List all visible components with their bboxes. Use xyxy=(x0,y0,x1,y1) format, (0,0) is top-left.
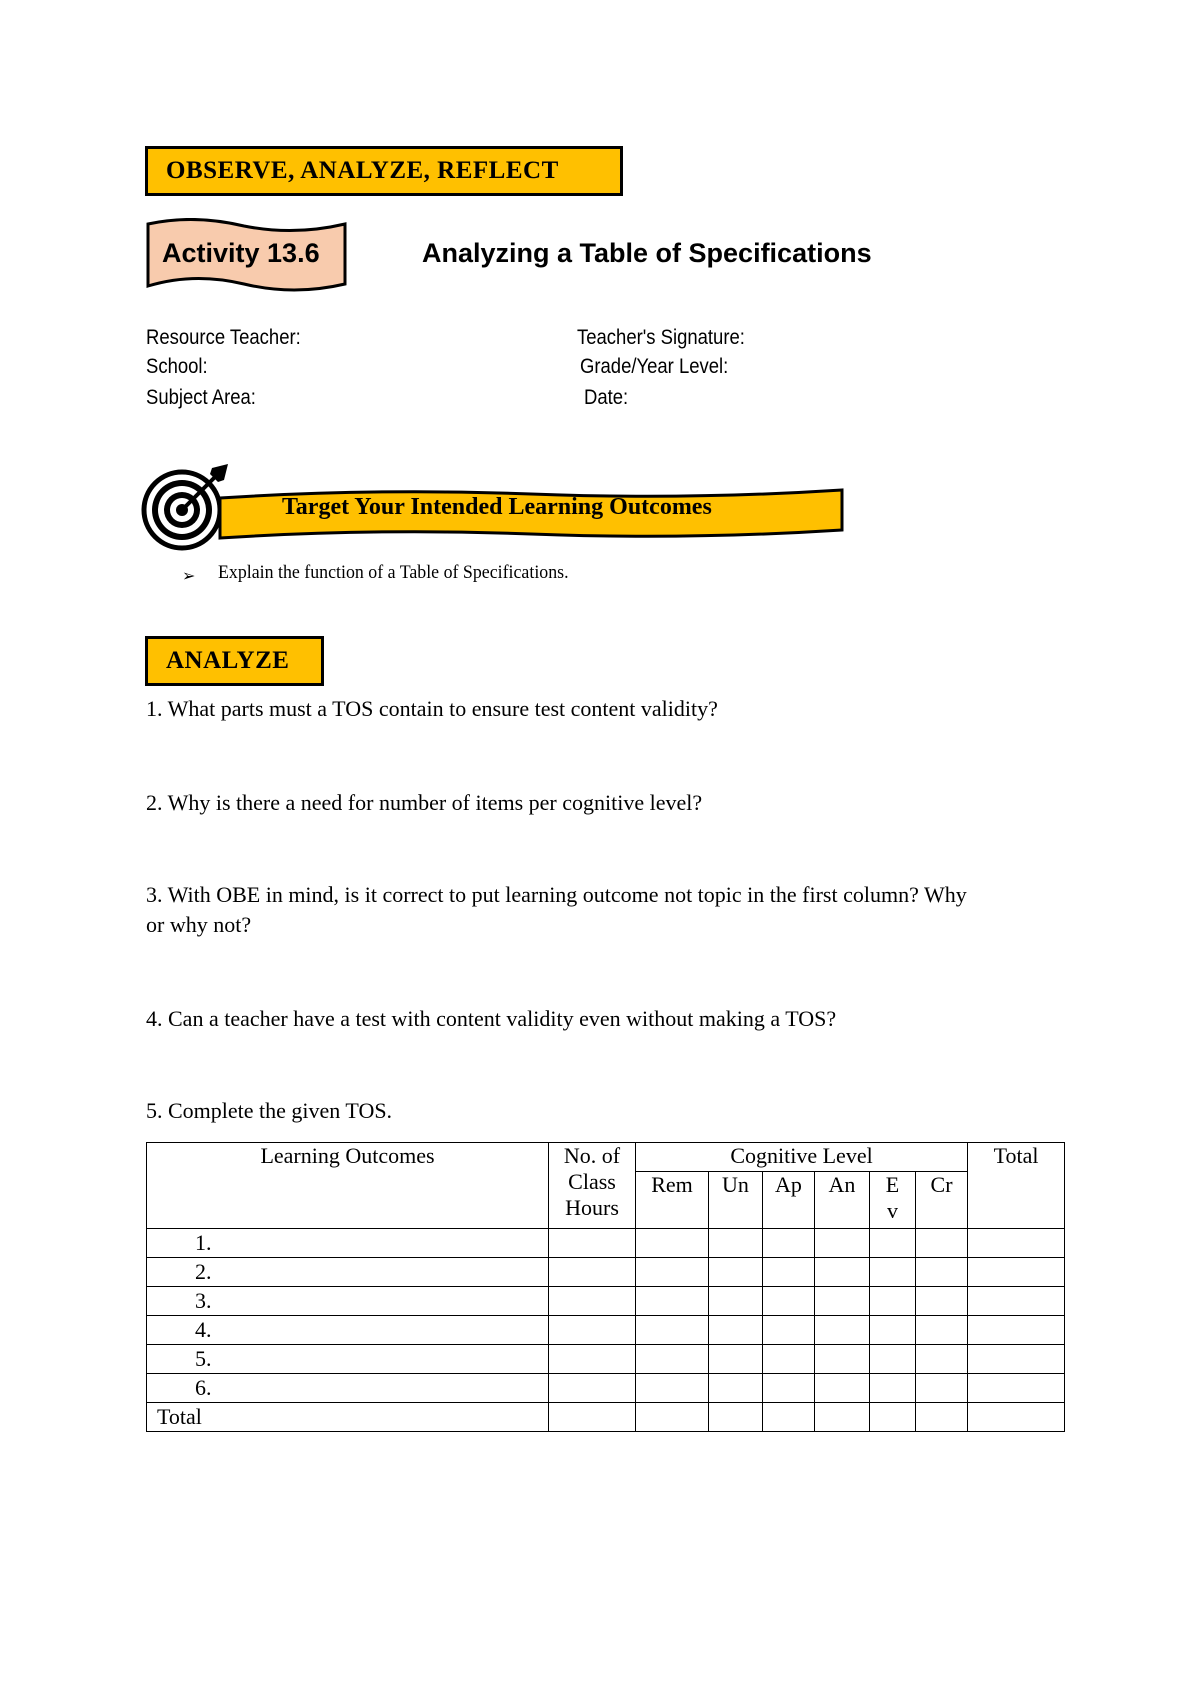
section-label-observe-analyze-reflect xyxy=(145,146,623,196)
section-label-analyze xyxy=(145,636,324,686)
row-number: 3. xyxy=(147,1287,549,1316)
teacher-signature-label: Teacher's Signature: xyxy=(577,326,745,349)
row-number: 4. xyxy=(147,1316,549,1345)
table-cell xyxy=(870,1229,916,1258)
table-cell xyxy=(636,1403,709,1432)
row-number: 2. xyxy=(147,1258,549,1287)
table-cell xyxy=(709,1229,763,1258)
table-cell xyxy=(763,1403,815,1432)
header-class-hours-line1: No. of xyxy=(563,1143,621,1168)
table-cell xyxy=(870,1316,916,1345)
learning-outcomes-heading: Target Your Intended Learning Outcomes xyxy=(282,494,712,520)
table-cell xyxy=(870,1258,916,1287)
table-cell xyxy=(709,1345,763,1374)
table-cell xyxy=(870,1345,916,1374)
row-number: 1. xyxy=(147,1229,549,1258)
table-row xyxy=(147,1345,1065,1374)
table-cell xyxy=(709,1316,763,1345)
table-cell xyxy=(709,1374,763,1403)
table-cell xyxy=(815,1345,870,1374)
grade-year-level-label: Grade/Year Level: xyxy=(580,355,729,378)
header-level-ev xyxy=(870,1172,916,1229)
table-cell xyxy=(815,1374,870,1403)
table-cell xyxy=(916,1403,968,1432)
table-cell xyxy=(763,1258,815,1287)
question-4: 4. Can a teacher have a test with content validity even without making a TOS? xyxy=(146,1006,837,1031)
table-cell xyxy=(763,1316,815,1345)
table-cell xyxy=(916,1374,968,1403)
table-cell xyxy=(709,1287,763,1316)
table-cell xyxy=(916,1345,968,1374)
date-label: Date: xyxy=(584,386,629,409)
table-cell xyxy=(636,1316,709,1345)
table-row xyxy=(147,1258,1065,1287)
total-row-label: Total xyxy=(147,1403,549,1432)
table-cell xyxy=(870,1403,916,1432)
table-cell xyxy=(815,1229,870,1258)
table-cell xyxy=(815,1316,870,1345)
header-total: Total xyxy=(968,1143,1065,1229)
activity-number: Activity 13.6 xyxy=(162,238,320,268)
header-cognitive-level: Cognitive Level xyxy=(636,1143,968,1172)
table-cell xyxy=(636,1258,709,1287)
school-label: School: xyxy=(146,355,208,378)
table-cell xyxy=(968,1345,1065,1374)
table-cell xyxy=(549,1345,636,1374)
subject-area-label: Subject Area: xyxy=(146,386,256,409)
table-cell xyxy=(870,1287,916,1316)
question-2: 2. Why is there a need for number of items per cognitive level? xyxy=(146,790,703,815)
table-cell xyxy=(870,1374,916,1403)
header-level-ev-line2: v xyxy=(887,1198,898,1223)
table-cell xyxy=(763,1229,815,1258)
header-class-hours-line2: Class xyxy=(568,1169,616,1194)
tos-table xyxy=(146,1142,1065,1432)
table-cell xyxy=(968,1229,1065,1258)
table-cell xyxy=(968,1287,1065,1316)
activity-title: Analyzing a Table of Specifications xyxy=(422,238,872,268)
table-cell xyxy=(636,1374,709,1403)
header-learning-outcomes: Learning Outcomes xyxy=(147,1143,549,1229)
header-class-hours xyxy=(549,1143,636,1229)
table-cell xyxy=(549,1229,636,1258)
table-row xyxy=(147,1374,1065,1403)
analyze-label-text: ANALYZE xyxy=(166,647,290,674)
header-level-an: An xyxy=(815,1172,870,1229)
header-level-ap: Ap xyxy=(763,1172,815,1229)
table-row xyxy=(147,1287,1065,1316)
table-cell xyxy=(916,1229,968,1258)
table-cell xyxy=(709,1403,763,1432)
table-cell xyxy=(763,1345,815,1374)
table-cell xyxy=(815,1258,870,1287)
question-3-continued: or why not? xyxy=(146,912,252,937)
table-cell xyxy=(763,1287,815,1316)
table-cell xyxy=(916,1316,968,1345)
table-row xyxy=(147,1316,1065,1345)
table-cell xyxy=(763,1374,815,1403)
table-cell xyxy=(916,1258,968,1287)
table-cell xyxy=(968,1374,1065,1403)
table-cell xyxy=(549,1316,636,1345)
table-cell xyxy=(815,1403,870,1432)
table-cell xyxy=(549,1258,636,1287)
question-1: 1. What parts must a TOS contain to ensure test content validity? xyxy=(146,696,718,721)
header-class-hours-line3: Hours xyxy=(565,1195,619,1220)
table-cell xyxy=(636,1287,709,1316)
bullet-arrow-icon: ➢ xyxy=(182,566,196,585)
resource-teacher-label: Resource Teacher: xyxy=(146,326,301,349)
header-level-un: Un xyxy=(709,1172,763,1229)
row-number: 6. xyxy=(147,1374,549,1403)
table-cell xyxy=(968,1403,1065,1432)
table-cell xyxy=(636,1345,709,1374)
header-level-ev-line1: E xyxy=(885,1172,900,1197)
table-cell xyxy=(968,1258,1065,1287)
question-3: 3. With OBE in mind, is it correct to put learning outcome not topic in the first column? Why xyxy=(146,882,967,907)
table-cell xyxy=(549,1374,636,1403)
table-cell xyxy=(549,1287,636,1316)
table-cell xyxy=(636,1229,709,1258)
section-label-text: OBSERVE, ANALYZE, REFLECT xyxy=(166,157,559,184)
table-cell xyxy=(549,1403,636,1432)
outcome-bullet-item: Explain the function of a Table of Specifications. xyxy=(218,562,569,583)
table-cell xyxy=(916,1287,968,1316)
table-cell xyxy=(815,1287,870,1316)
header-level-cr: Cr xyxy=(916,1172,968,1229)
row-number: 5. xyxy=(147,1345,549,1374)
question-5: 5. Complete the given TOS. xyxy=(146,1098,393,1123)
table-row xyxy=(147,1229,1065,1258)
table-cell xyxy=(709,1258,763,1287)
header-level-rem: Rem xyxy=(636,1172,709,1229)
table-cell xyxy=(968,1316,1065,1345)
